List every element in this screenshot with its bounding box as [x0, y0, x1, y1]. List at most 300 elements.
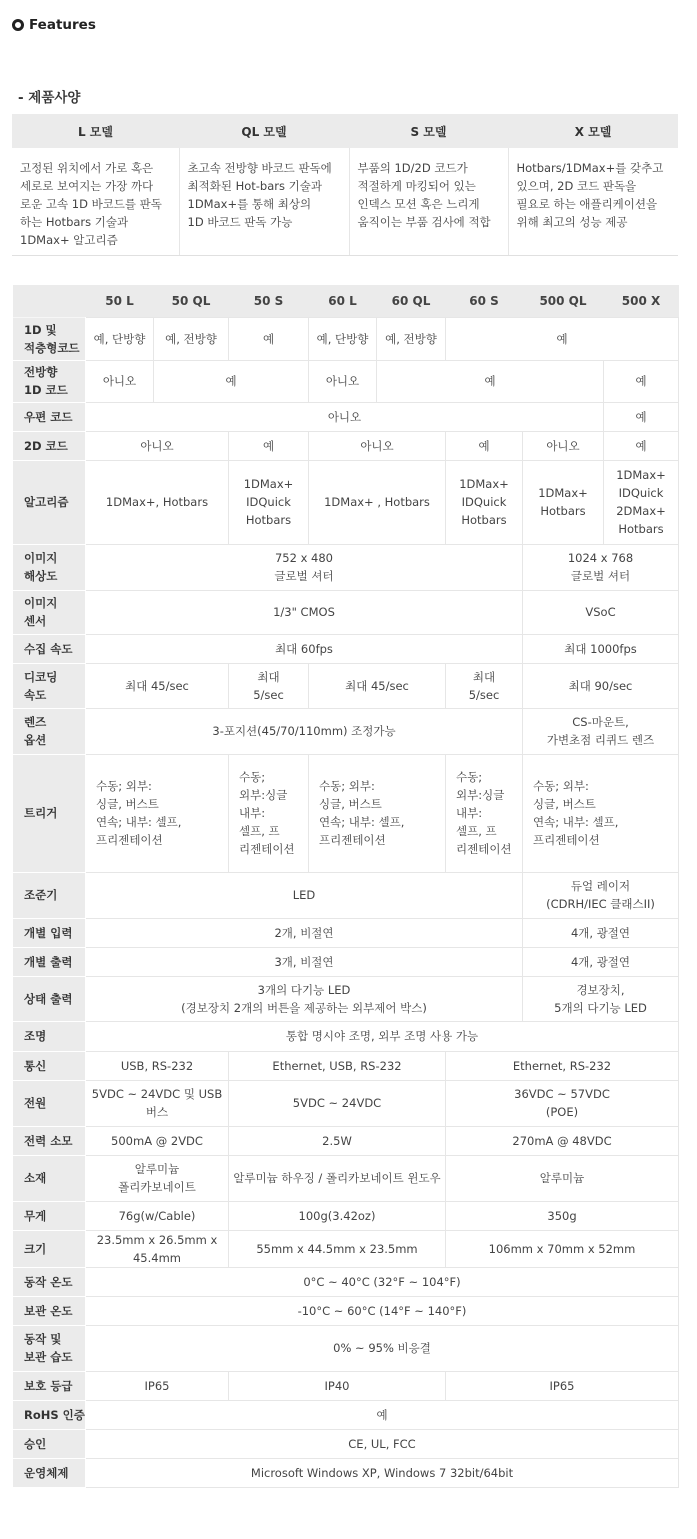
spec-row: [13, 590, 679, 634]
spec-value: [446, 754, 523, 872]
spec-label: [13, 1371, 86, 1400]
cell-line: 1DMax+: [459, 477, 509, 491]
spec-row: [13, 402, 679, 431]
cell-line: 있으며, 2D 코드 판독을: [516, 179, 637, 193]
spec-row: [13, 1230, 679, 1267]
cell-line: Hotbars/1DMax+를 갖추고: [516, 161, 664, 175]
cell-line: 1DMax+ 알고리즘: [20, 233, 118, 247]
cell-line: 1DMax+: [538, 486, 588, 500]
spec-value: [523, 872, 679, 918]
spec-value: [86, 1230, 229, 1267]
spec-label: [13, 360, 86, 402]
spec-value: [86, 634, 523, 663]
spec-value: [523, 431, 604, 460]
cell-line: USB, RS-232: [120, 1058, 194, 1073]
model-header: L 모델: [12, 114, 179, 148]
cell-line: 아니오: [360, 438, 394, 453]
cell-line: (경보장치 2개의 버튼을 제공하는 외부제어 박스): [181, 1000, 427, 1015]
cell-line: 운영체제: [24, 1465, 69, 1480]
cell-line: 우편 코드: [24, 409, 73, 424]
spec-row: [13, 1201, 679, 1230]
spec-value: [229, 754, 309, 872]
cell-line: 23.5mm x 26.5mm x 45.4mm: [96, 1232, 218, 1265]
cell-line: 예, 단방향: [93, 331, 146, 346]
cell-line: 프리젠테이션: [533, 833, 600, 847]
cell-line: 보관 온도: [24, 1303, 73, 1318]
spec-value: [523, 754, 679, 872]
cell-line: IDQuick: [461, 495, 507, 509]
cell-line: 예: [225, 374, 237, 388]
cell-line: 수동; 외부:: [319, 779, 375, 793]
cell-line: 3-포지션(45/70/110mm) 조정가능: [212, 724, 396, 738]
model-description: [12, 148, 179, 255]
spec-row: [13, 360, 679, 402]
spec-value: [229, 663, 309, 708]
cell-line: 예: [635, 438, 647, 453]
cell-line: 알루미늄: [134, 1162, 180, 1176]
spec-value: [86, 976, 523, 1021]
spec-value: [446, 1126, 679, 1155]
model-header: X 모델: [508, 114, 678, 148]
model-description: [508, 148, 678, 255]
spec-value: [229, 431, 309, 460]
cell-line: 아니오: [140, 438, 174, 453]
cell-line: 예: [635, 374, 647, 388]
spec-row: [13, 431, 679, 460]
spec-value: [523, 460, 604, 544]
spec-label: [13, 1126, 86, 1155]
spec-label: [13, 431, 86, 460]
cell-line: 경보장치,: [576, 982, 625, 997]
spec-table: [12, 285, 679, 1488]
spec-row: [13, 1429, 679, 1458]
cell-line: 예: [484, 374, 496, 388]
spec-value: [229, 1051, 446, 1080]
cell-line: 예: [556, 331, 568, 346]
cell-line: 2DMax+: [616, 504, 666, 518]
spec-label: [13, 1400, 86, 1429]
cell-line: 수동;: [239, 770, 266, 784]
spec-label: [13, 634, 86, 663]
spec-row: [13, 918, 679, 947]
spec-value: [86, 1201, 229, 1230]
spec-value: [86, 1155, 229, 1201]
spec-value: [446, 1230, 679, 1267]
cell-line: 5/sec: [468, 687, 500, 702]
cell-line: 아니오: [327, 409, 362, 424]
spec-row: [13, 634, 679, 663]
cell-line: 최대 45/sec: [345, 678, 409, 693]
model-description: [179, 148, 349, 255]
cell-line: 752 x 480: [274, 551, 334, 565]
cell-line: 1D 및: [24, 322, 57, 337]
spec-value: [229, 1126, 446, 1155]
model-column-header: 60 S: [446, 285, 523, 317]
cell-line: 2D 코드: [24, 438, 68, 453]
cell-line: 4개, 광절연: [570, 925, 631, 940]
cell-line: 106mm x 70mm x 52mm: [488, 1241, 636, 1256]
cell-line: 전원: [24, 1096, 47, 1110]
cell-line: 통합 명시야 조명, 외부 조명 사용 가능: [285, 1029, 479, 1043]
spec-label: [13, 976, 86, 1021]
cell-line: 5개의 다기능 LED: [554, 1000, 647, 1015]
spec-row: [13, 1325, 679, 1371]
spec-title: - 제품사양: [18, 90, 81, 106]
spec-row: [13, 1400, 679, 1429]
cell-line: 아니오: [102, 374, 137, 388]
cell-line: 2개, 비절연: [274, 925, 334, 940]
spec-value: [86, 1080, 229, 1126]
cell-line: Ethernet, RS-232: [512, 1058, 612, 1073]
cell-line: 수동;: [456, 770, 483, 784]
spec-value: [446, 1155, 679, 1201]
model-description: [349, 148, 508, 255]
cell-line: Ethernet, USB, RS-232: [272, 1058, 402, 1073]
cell-line: 부품의 1D/2D 코드가: [357, 161, 468, 175]
spec-row: [13, 754, 679, 872]
cell-line: 예: [478, 438, 490, 453]
cell-line: 디코딩: [24, 669, 58, 684]
spec-value: [86, 590, 523, 634]
spec-value: [446, 431, 523, 460]
cell-line: 통신: [24, 1058, 47, 1073]
cell-line: 동작 및: [24, 1332, 62, 1346]
spec-value: [523, 544, 679, 590]
cell-line: 글로벌 셔터: [570, 569, 631, 583]
cell-line: 최대 45/sec: [125, 678, 189, 693]
cell-line: 세로로 보여지는 가장 까다: [20, 179, 154, 193]
spec-value: [446, 1371, 679, 1400]
cell-line: 270mA @ 48VDC: [512, 1133, 612, 1148]
spec-value: [309, 663, 446, 708]
spec-value: [86, 1126, 229, 1155]
spec-label: [13, 754, 86, 872]
cell-line: 최적화된 Hot-bars 기술과: [187, 179, 322, 193]
cell-line: 전방향: [24, 365, 58, 379]
cell-line: IDQuick: [618, 486, 664, 500]
spec-value: [446, 317, 679, 360]
cell-line: 아니오: [325, 374, 360, 388]
model-column-header: 500 QL: [523, 285, 604, 317]
cell-line: 알고리즘: [24, 495, 69, 509]
spec-label: [13, 708, 86, 754]
spec-value: [309, 360, 377, 402]
cell-line: 보호 등급: [24, 1378, 73, 1393]
cell-line: 초고속 전방향 바코드 판독에: [187, 161, 332, 175]
cell-line: -10°C ~ 60°C (14°F ~ 140°F): [297, 1303, 467, 1318]
spec-row: [13, 947, 679, 976]
cell-line: 55mm x 44.5mm x 23.5mm: [256, 1241, 418, 1256]
cell-line: 프리젠테이션: [96, 833, 163, 847]
spec-value: [604, 360, 679, 402]
spec-value: [446, 1051, 679, 1080]
cell-line: CE, UL, FCC: [348, 1436, 416, 1451]
spec-value: [377, 317, 446, 360]
cell-line: 필요로 하는 애플리케이션을: [516, 197, 658, 211]
spec-label: [13, 947, 86, 976]
cell-line: 위해 최고의 성능 제공: [516, 215, 628, 229]
cell-line: 로운 고속 1D 바코드를 판독: [20, 197, 162, 211]
model-column-header: 60 QL: [377, 285, 446, 317]
cell-line: 3개, 비절연: [274, 954, 334, 969]
cell-line: 내부:: [239, 806, 266, 820]
cell-line: 1DMax+: [616, 468, 666, 482]
cell-line: 렌즈: [24, 715, 47, 729]
cell-line: 1D 코드: [24, 383, 68, 397]
features-heading: [12, 17, 96, 33]
cell-line: (POE): [545, 1105, 579, 1119]
spec-row: [13, 460, 679, 544]
spec-value: [377, 360, 604, 402]
spec-value: [86, 663, 229, 708]
cell-line: 2.5W: [322, 1133, 352, 1148]
spec-value: [86, 360, 154, 402]
cell-line: 인덱스 모션 혹은 느리게: [357, 197, 480, 211]
cell-line: 예, 단방향: [316, 331, 369, 346]
cell-line: IDQuick: [246, 495, 291, 509]
cell-line: 연속; 내부: 셀프,: [533, 815, 619, 829]
spec-row: [13, 1021, 679, 1051]
cell-line: 350g: [547, 1208, 577, 1223]
spec-row: [13, 708, 679, 754]
cell-line: 1/3" CMOS: [273, 605, 335, 619]
spec-row: [13, 976, 679, 1021]
cell-line: 36VDC ~ 57VDC: [514, 1087, 610, 1101]
spec-value: [86, 317, 154, 360]
cell-line: 외부:싱글: [456, 788, 505, 802]
cell-line: 1DMax+를 통해 최상의: [187, 197, 312, 211]
cell-line: 1DMax+, Hotbars: [105, 495, 209, 509]
spec-value: [523, 634, 679, 663]
spec-value: [86, 1429, 679, 1458]
cell-line: 개별 출력: [24, 954, 73, 969]
spec-label: [13, 1201, 86, 1230]
spec-label: [13, 460, 86, 544]
spec-label: [13, 918, 86, 947]
spec-value: [86, 544, 523, 590]
spec-value: [86, 1296, 679, 1325]
spec-value: [229, 1080, 446, 1126]
spec-label: [13, 1021, 86, 1051]
cell-line: 하는 Hotbars 기술과: [20, 215, 129, 229]
features-title: Features: [29, 17, 96, 33]
spec-row: [13, 872, 679, 918]
spec-value: [86, 402, 604, 431]
cell-line: 셀프, 프: [239, 824, 280, 838]
spec-value: [86, 918, 523, 947]
cell-line: 수집 속도: [24, 641, 73, 656]
model-column-header: 60 L: [309, 285, 377, 317]
cell-line: 최대: [472, 669, 496, 684]
model-header: QL 모델: [179, 114, 349, 148]
cell-line: 가변초점 리퀴드 렌즈: [546, 733, 655, 747]
cell-line: 100g(3.42oz): [298, 1208, 376, 1223]
spec-row: [13, 1155, 679, 1201]
spec-value: [229, 1155, 446, 1201]
cell-line: 최대: [257, 669, 280, 684]
spec-value: [86, 1051, 229, 1080]
spec-value: [86, 872, 523, 918]
spec-value: [86, 1371, 229, 1400]
spec-row: [13, 1458, 679, 1487]
spec-value: [604, 431, 679, 460]
cell-line: 폴리카보네이트: [118, 1180, 196, 1194]
cell-line: 싱글, 버스트: [533, 797, 596, 811]
spec-label: [13, 872, 86, 918]
spec-value: [309, 431, 446, 460]
cell-line: 5VDC ~ 24VDC: [292, 1096, 382, 1110]
cell-line: 개별 입력: [24, 925, 73, 940]
spec-value: [86, 431, 229, 460]
cell-line: 이미지: [24, 551, 58, 565]
cell-line: 적층형코드: [24, 340, 80, 355]
cell-line: 조명: [24, 1029, 47, 1043]
cell-line: RoHS 인증: [24, 1407, 85, 1422]
model-column-header: 50 S: [229, 285, 309, 317]
spec-value: [86, 1021, 679, 1051]
cell-line: 동작 온도: [24, 1274, 73, 1289]
spec-label: [13, 1325, 86, 1371]
cell-line: 76g(w/Cable): [118, 1208, 196, 1223]
cell-line: 0°C ~ 40°C (32°F ~ 104°F): [303, 1274, 461, 1289]
cell-line: Hotbars: [618, 522, 664, 536]
cell-line: 무게: [24, 1208, 47, 1223]
spec-value: [309, 460, 446, 544]
cell-line: 상태 출력: [24, 991, 73, 1006]
spec-label: [13, 1230, 86, 1267]
cell-line: 아니오: [546, 438, 580, 453]
spec-row: [13, 1296, 679, 1325]
spec-row: [13, 1267, 679, 1296]
cell-line: 수동; 외부:: [96, 779, 152, 793]
cell-line: 글로벌 셔터: [274, 569, 334, 583]
cell-line: 센서: [24, 614, 47, 628]
cell-line: Hotbars: [461, 513, 507, 527]
spec-value: [86, 754, 229, 872]
spec-row: [13, 1080, 679, 1126]
cell-line: 연속; 내부: 셀프,: [319, 815, 405, 829]
cell-line: 싱글, 버스트: [319, 797, 382, 811]
cell-line: (CDRH/IEC 클래스II): [546, 897, 655, 911]
cell-line: 전력 소모: [24, 1133, 73, 1148]
spec-label: [13, 1296, 86, 1325]
spec-label: [13, 1429, 86, 1458]
cell-line: 소재: [24, 1171, 47, 1185]
spec-value: [309, 317, 377, 360]
cell-line: 예: [635, 409, 647, 424]
spec-value: [446, 460, 523, 544]
cell-line: 3개의 다기능 LED: [257, 982, 351, 997]
cell-line: 예, 전방향: [385, 331, 437, 346]
model-overview-table: [12, 114, 678, 256]
cell-line: 프리젠테이션: [319, 833, 386, 847]
cell-line: 수동; 외부:: [533, 779, 589, 793]
cell-line: IP65: [144, 1378, 170, 1393]
cell-line: 1D 바코드 판독 가능: [187, 215, 293, 229]
cell-line: 4개, 광절연: [570, 954, 631, 969]
cell-line: 예: [262, 331, 275, 346]
cell-line: 해상도: [24, 569, 58, 583]
cell-line: 움직이는 부품 검사에 적합: [357, 215, 491, 229]
spec-label: [13, 590, 86, 634]
cell-line: 최대 60fps: [275, 641, 333, 656]
spec-row: [13, 1126, 679, 1155]
spec-value: [86, 1267, 679, 1296]
cell-line: IP65: [549, 1378, 575, 1393]
spec-row: [13, 1371, 679, 1400]
spec-value: [604, 402, 679, 431]
spec-label: [13, 1267, 86, 1296]
cell-line: 5VDC ~ 24VDC 및 USB 버스: [91, 1087, 223, 1119]
spec-value: [229, 460, 309, 544]
spec-label: [13, 1080, 86, 1126]
model-column-header: 50 QL: [154, 285, 229, 317]
cell-line: 예: [376, 1407, 388, 1422]
spec-row: [13, 544, 679, 590]
cell-line: 속도: [24, 687, 47, 702]
cell-line: 리젠테이션: [456, 842, 512, 856]
cell-line: 조준기: [24, 888, 58, 902]
cell-line: 옵션: [24, 733, 47, 747]
cell-line: 트리거: [24, 806, 58, 820]
cell-line: 적절하게 마킹되어 있는: [357, 179, 476, 193]
spec-value: [523, 663, 679, 708]
cell-line: 1DMax+ , Hotbars: [324, 495, 430, 509]
cell-line: 이미지: [24, 596, 58, 610]
cell-line: 0% ~ 95% 비응결: [333, 1341, 431, 1355]
cell-line: IP40: [324, 1378, 350, 1393]
spec-value: [446, 663, 523, 708]
cell-line: 1024 x 768: [567, 551, 634, 565]
cell-line: 예, 전방향: [165, 331, 217, 346]
cell-line: 알루미늄 하우징 / 폴리카보네이트 윈도우: [233, 1171, 441, 1185]
spec-value: [86, 1458, 679, 1487]
cell-line: 500mA @ 2VDC: [111, 1133, 203, 1148]
cell-line: 예: [262, 438, 275, 453]
spec-label: [13, 1458, 86, 1487]
cell-line: 외부:싱글: [239, 788, 288, 802]
model-header: S 모델: [349, 114, 508, 148]
cell-line: Microsoft Windows XP, Windows 7 32bit/64bit: [250, 1465, 514, 1480]
spec-value: [229, 1201, 446, 1230]
spec-value: [86, 460, 229, 544]
spec-label: [13, 317, 86, 360]
spec-value: [86, 947, 523, 976]
spec-value: [523, 918, 679, 947]
spec-value: [523, 947, 679, 976]
spec-label: [13, 663, 86, 708]
spec-label: [13, 1051, 86, 1080]
spec-value: [523, 976, 679, 1021]
cell-line: 내부:: [456, 806, 483, 820]
spec-value: [86, 1325, 679, 1371]
cell-line: 리젠테이션: [239, 842, 295, 856]
cell-line: Hotbars: [245, 513, 292, 527]
cell-line: 최대 90/sec: [568, 678, 633, 693]
spec-value: [446, 1201, 679, 1230]
cell-line: 연속; 내부: 셀프,: [96, 815, 182, 829]
bullet-circle-icon: [12, 19, 24, 31]
cell-line: 보관 습도: [24, 1350, 73, 1364]
spec-row: [13, 317, 679, 360]
spec-row: [13, 663, 679, 708]
spec-value: [523, 708, 679, 754]
spec-value: [86, 1400, 679, 1429]
spec-value: [309, 754, 446, 872]
cell-line: 듀얼 레이저: [570, 879, 631, 893]
spec-value: [229, 1371, 446, 1400]
cell-line: 고정된 위치에서 가로 혹은: [20, 161, 154, 175]
